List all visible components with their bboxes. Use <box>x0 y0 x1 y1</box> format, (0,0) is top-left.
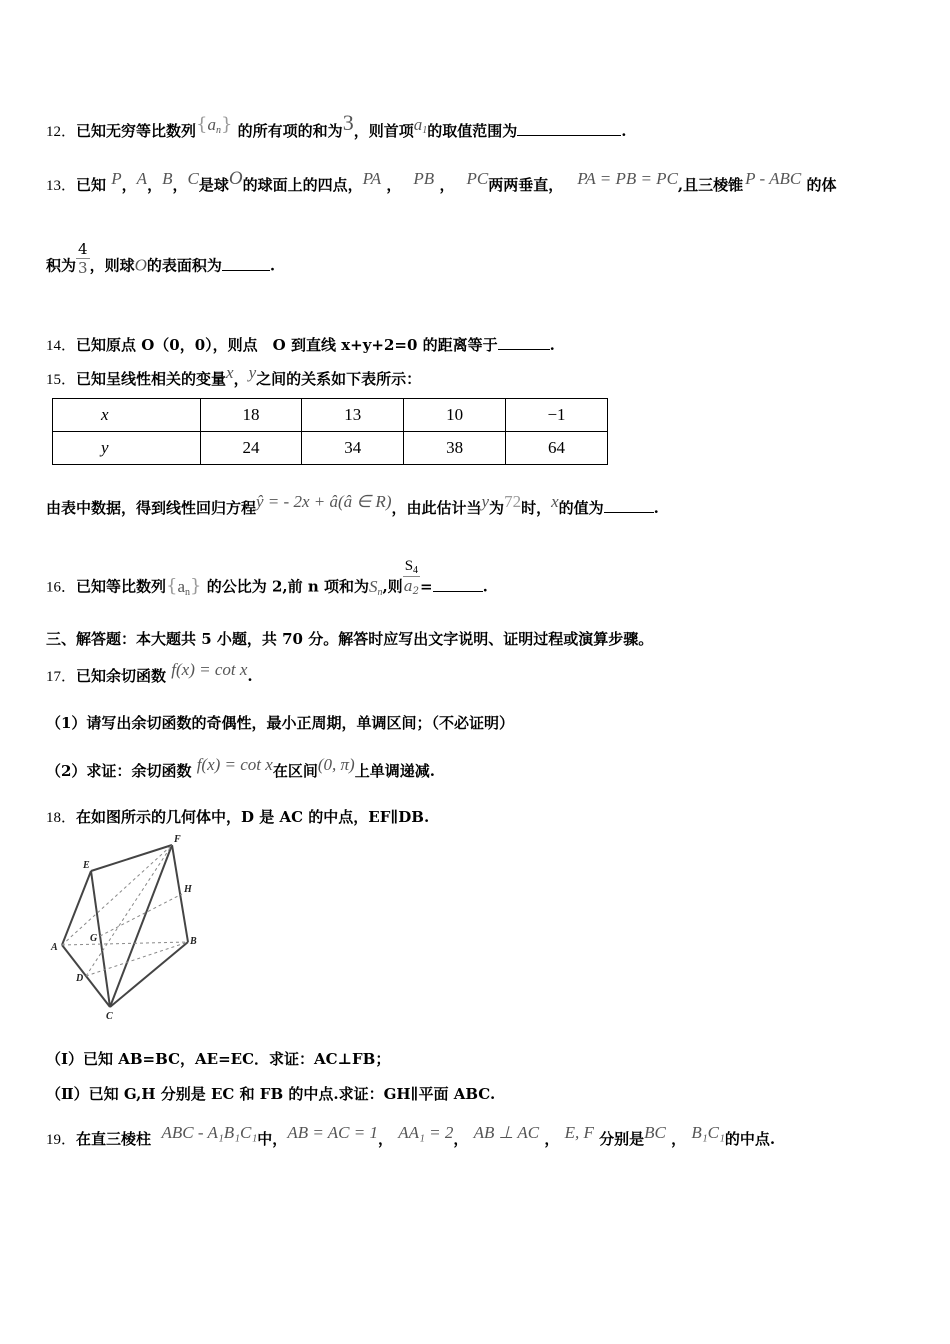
table-cell: 64 <box>506 432 608 465</box>
label-a: A <box>51 942 58 953</box>
question-12: 12．已知无穷等比数列$\{a_n\}$ 的所有项的和为3，则首项$a_1$的取值范围为 . <box>46 110 627 140</box>
question-17-part-1: （1）请写出余切函数的奇偶性，最小正周期，单调区间；（不必证明） <box>46 714 514 732</box>
answer-blank <box>222 256 270 271</box>
label-f: F <box>174 834 181 845</box>
table-cell: 18 <box>200 399 302 432</box>
question-14: 14．已知原点 O（0，0），则点 O 到直线 x+y+2=0 的距离等于 . <box>46 336 555 354</box>
answer-blank <box>604 498 654 513</box>
geometry-figure <box>44 832 204 1022</box>
question-13: 13．已知 P，A，B，C是球O的球面上的四点，PA ， PB ， PC两两垂直， PA = PB = PC,且三棱锥 P - ABC 的体 <box>46 168 837 194</box>
data-table <box>52 398 608 465</box>
label-b: B <box>190 936 197 947</box>
regression-equation: ŷ = - 2x + â(â ∈ R) <box>256 492 392 511</box>
table-cell: 24 <box>200 432 302 465</box>
fraction-s4-a2: $\frac{S_4}{a_2}$ <box>403 558 420 597</box>
question-18: 18．在如图所示的几何体中，D 是 AC 的中点，EF∥DB. <box>46 808 430 826</box>
label-e: E <box>83 860 90 871</box>
question-number: 12． <box>46 124 77 140</box>
table-cell: 38 <box>404 432 506 465</box>
fraction-4-3: $\frac{4}{3}$ <box>78 240 88 277</box>
table-row <box>53 432 608 465</box>
section-heading: 三、解答题：本大题共 5 小题，共 70 分。解答时应写出文字说明、证明过程或演算步骤。 <box>46 630 654 648</box>
label-d: D <box>76 973 84 984</box>
question-13-cont: 积为 $\frac{4}{3}$ ，则球O的表面积为 . <box>46 240 276 277</box>
label-c: C <box>106 1011 113 1022</box>
function-expression: f(x) = cot x <box>171 660 248 679</box>
question-15-cont: 由表中数据，得到线性回归方程ŷ = - 2x + â(â ∈ R)，由此估计当y为72时，x的值为 . <box>46 492 659 517</box>
question-18-part-1: （Ⅰ）已知 AB=BC，AE=EC．求证：AC⊥FB； <box>46 1050 391 1068</box>
question-17: 17．已知余切函数 f(x) = cot x. <box>46 660 253 685</box>
question-15: 15．已知呈线性相关的变量x，y之间的关系如下表所示： <box>46 363 422 388</box>
table-header-x: x <box>53 399 201 432</box>
answer-blank <box>498 335 550 350</box>
table-cell: 13 <box>302 399 404 432</box>
table-cell: 10 <box>404 399 506 432</box>
label-h: H <box>184 884 192 895</box>
sequence-brace: { <box>196 114 208 135</box>
question-16: 16．已知等比数列$\{a_n\}$ 的公比为 2,前 n 项和为$S_n$,则 $\frac{S_4}{a_2}$ = . <box>46 558 488 598</box>
table-cell: 34 <box>302 432 404 465</box>
question-18-part-2: （Ⅱ）已知 G,H 分别是 EC 和 FB 的中点.求证：GH∥平面 ABC. <box>46 1085 496 1103</box>
answer-blank <box>517 121 621 136</box>
table-header-y: y <box>53 432 201 465</box>
table-cell: −1 <box>506 399 608 432</box>
question-19: 19．在直三棱柱 ABC - A₁B₁C₁中，AB = AC = 1， AA₁ = 2， AB ⊥ AC ， E, F 分别是BC ， B₁C₁的中点. <box>46 1123 776 1148</box>
question-17-part-2: （2）求证：余切函数 f(x) = cot x在区间(0, π)上单调递减. <box>46 755 435 780</box>
table-row <box>53 399 608 432</box>
answer-blank <box>433 577 483 592</box>
label-g: G <box>90 933 98 944</box>
